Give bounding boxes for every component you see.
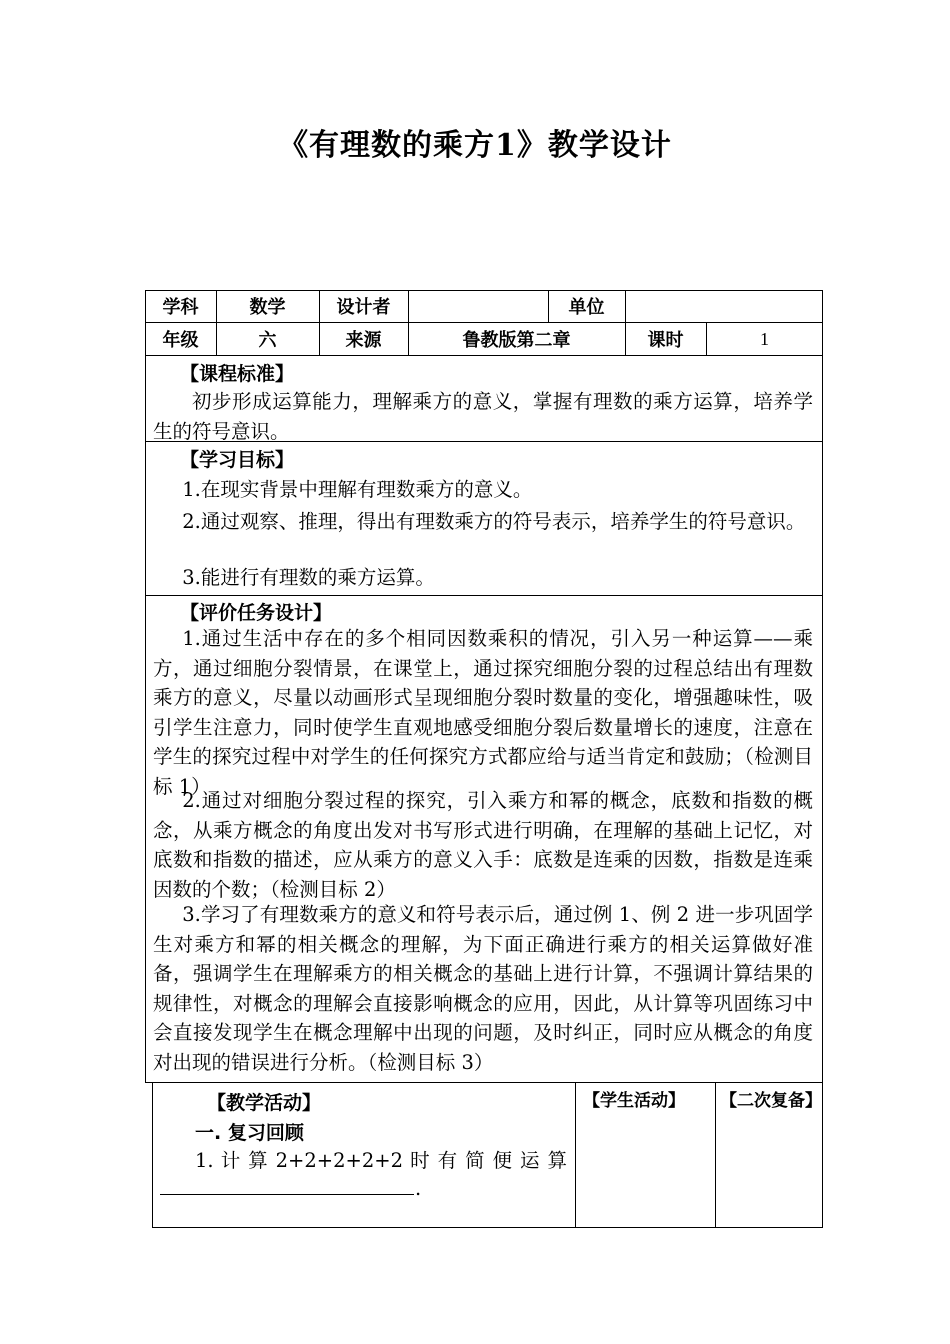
objective-item: 2.通过观察、推理，得出有理数乘方的符号表示，培养学生的符号意识。 xyxy=(182,510,806,533)
student-activity-heading: 【学生活动】 xyxy=(583,1091,685,1111)
source-value: 鲁教版第二章 xyxy=(462,330,571,351)
designer-value[interactable] xyxy=(408,290,548,322)
review-question-1: 1. 计 算 2+2+2+2+2 时 有 简 便 运 算 xyxy=(195,1149,567,1172)
curriculum-standard-heading: 【课程标准】 xyxy=(180,363,295,385)
second-prep-heading: 【二次复备】 xyxy=(720,1091,822,1111)
period-label: 课时 xyxy=(647,330,684,351)
activity-divider xyxy=(575,1082,576,1228)
review-section-title: 一. 复习回顾 xyxy=(195,1122,304,1144)
question-1-end: . xyxy=(415,1177,422,1200)
period-value: 1 xyxy=(760,328,769,349)
evaluation-item: 2.通过对细胞分裂过程的探究，引入乘方和幂的概念，底数和指数的概念，从乘方概念的角度出发对书写形式进行明确，在理解的基础上记忆，对底数和指数的描述，应从乘方的意义入手：底数是连乘的因数，指数是连乘因数的个数；（检测目标 2） xyxy=(153,789,813,901)
subject-value: 数学 xyxy=(249,297,286,318)
evaluation-item: 1.通过生活中存在的多个相同因数乘积的情况，引入另一种运算——乘方，通过细胞分裂情景，在课堂上，通过探究细胞分裂的过程总结出有理数乘方的意义，尽量以动画形式呈现细胞分裂时数量的变化，增强趣味性，吸引学生注意力，同时使学生直观地感受细胞分裂后数量增长的速度，注意在学生的探究过程中对学生的任何探究方式都应给与适当肯定和鼓励；（检测目标 1） xyxy=(153,627,813,798)
grade-label: 年级 xyxy=(162,330,199,351)
curriculum-standard-text: 初步形成运算能力，理解乘方的意义，掌握有理数的乘方运算，培养学生的符号意识。 xyxy=(153,390,813,443)
evaluation-item: 3.学习了有理数乘方的意义和符号表示后，通过例 1、例 2 进一步巩固学生对乘方和幂的相关概念的理解，为下面正确进行乘方的相关运算做好准备，强调学生在理解乘方的相关概念的基础上进行计算，不强调计算结果的规律性，对概念的理解会直接影响概念的应用，因此，从计算等巩固练习中会直接发现学生在概念理解中出现的问题，及时纠正，同时应从概念的角度对出现的错误进行分析。（检测目标 3） xyxy=(153,903,813,1074)
grade-value: 六 xyxy=(258,330,277,351)
answer-blank[interactable] xyxy=(160,1194,414,1195)
objective-item: 3.能进行有理数的乘方运算。 xyxy=(182,566,435,589)
teaching-activity-heading: 【教学活动】 xyxy=(207,1092,322,1114)
unit-value[interactable] xyxy=(625,290,823,322)
learning-objectives-heading: 【学习目标】 xyxy=(180,449,295,471)
designer-label: 设计者 xyxy=(336,297,391,318)
unit-label: 单位 xyxy=(568,297,605,318)
evaluation-tasks-heading: 【评价任务设计】 xyxy=(180,602,333,624)
section-divider xyxy=(145,595,823,596)
activity-divider xyxy=(715,1082,716,1228)
subject-label: 学科 xyxy=(162,297,199,318)
document-title: 《有理数的乘方1》教学设计 xyxy=(278,128,672,163)
objective-item: 1.在现实背景中理解有理数乘方的意义。 xyxy=(182,478,533,501)
source-label: 来源 xyxy=(345,330,382,351)
